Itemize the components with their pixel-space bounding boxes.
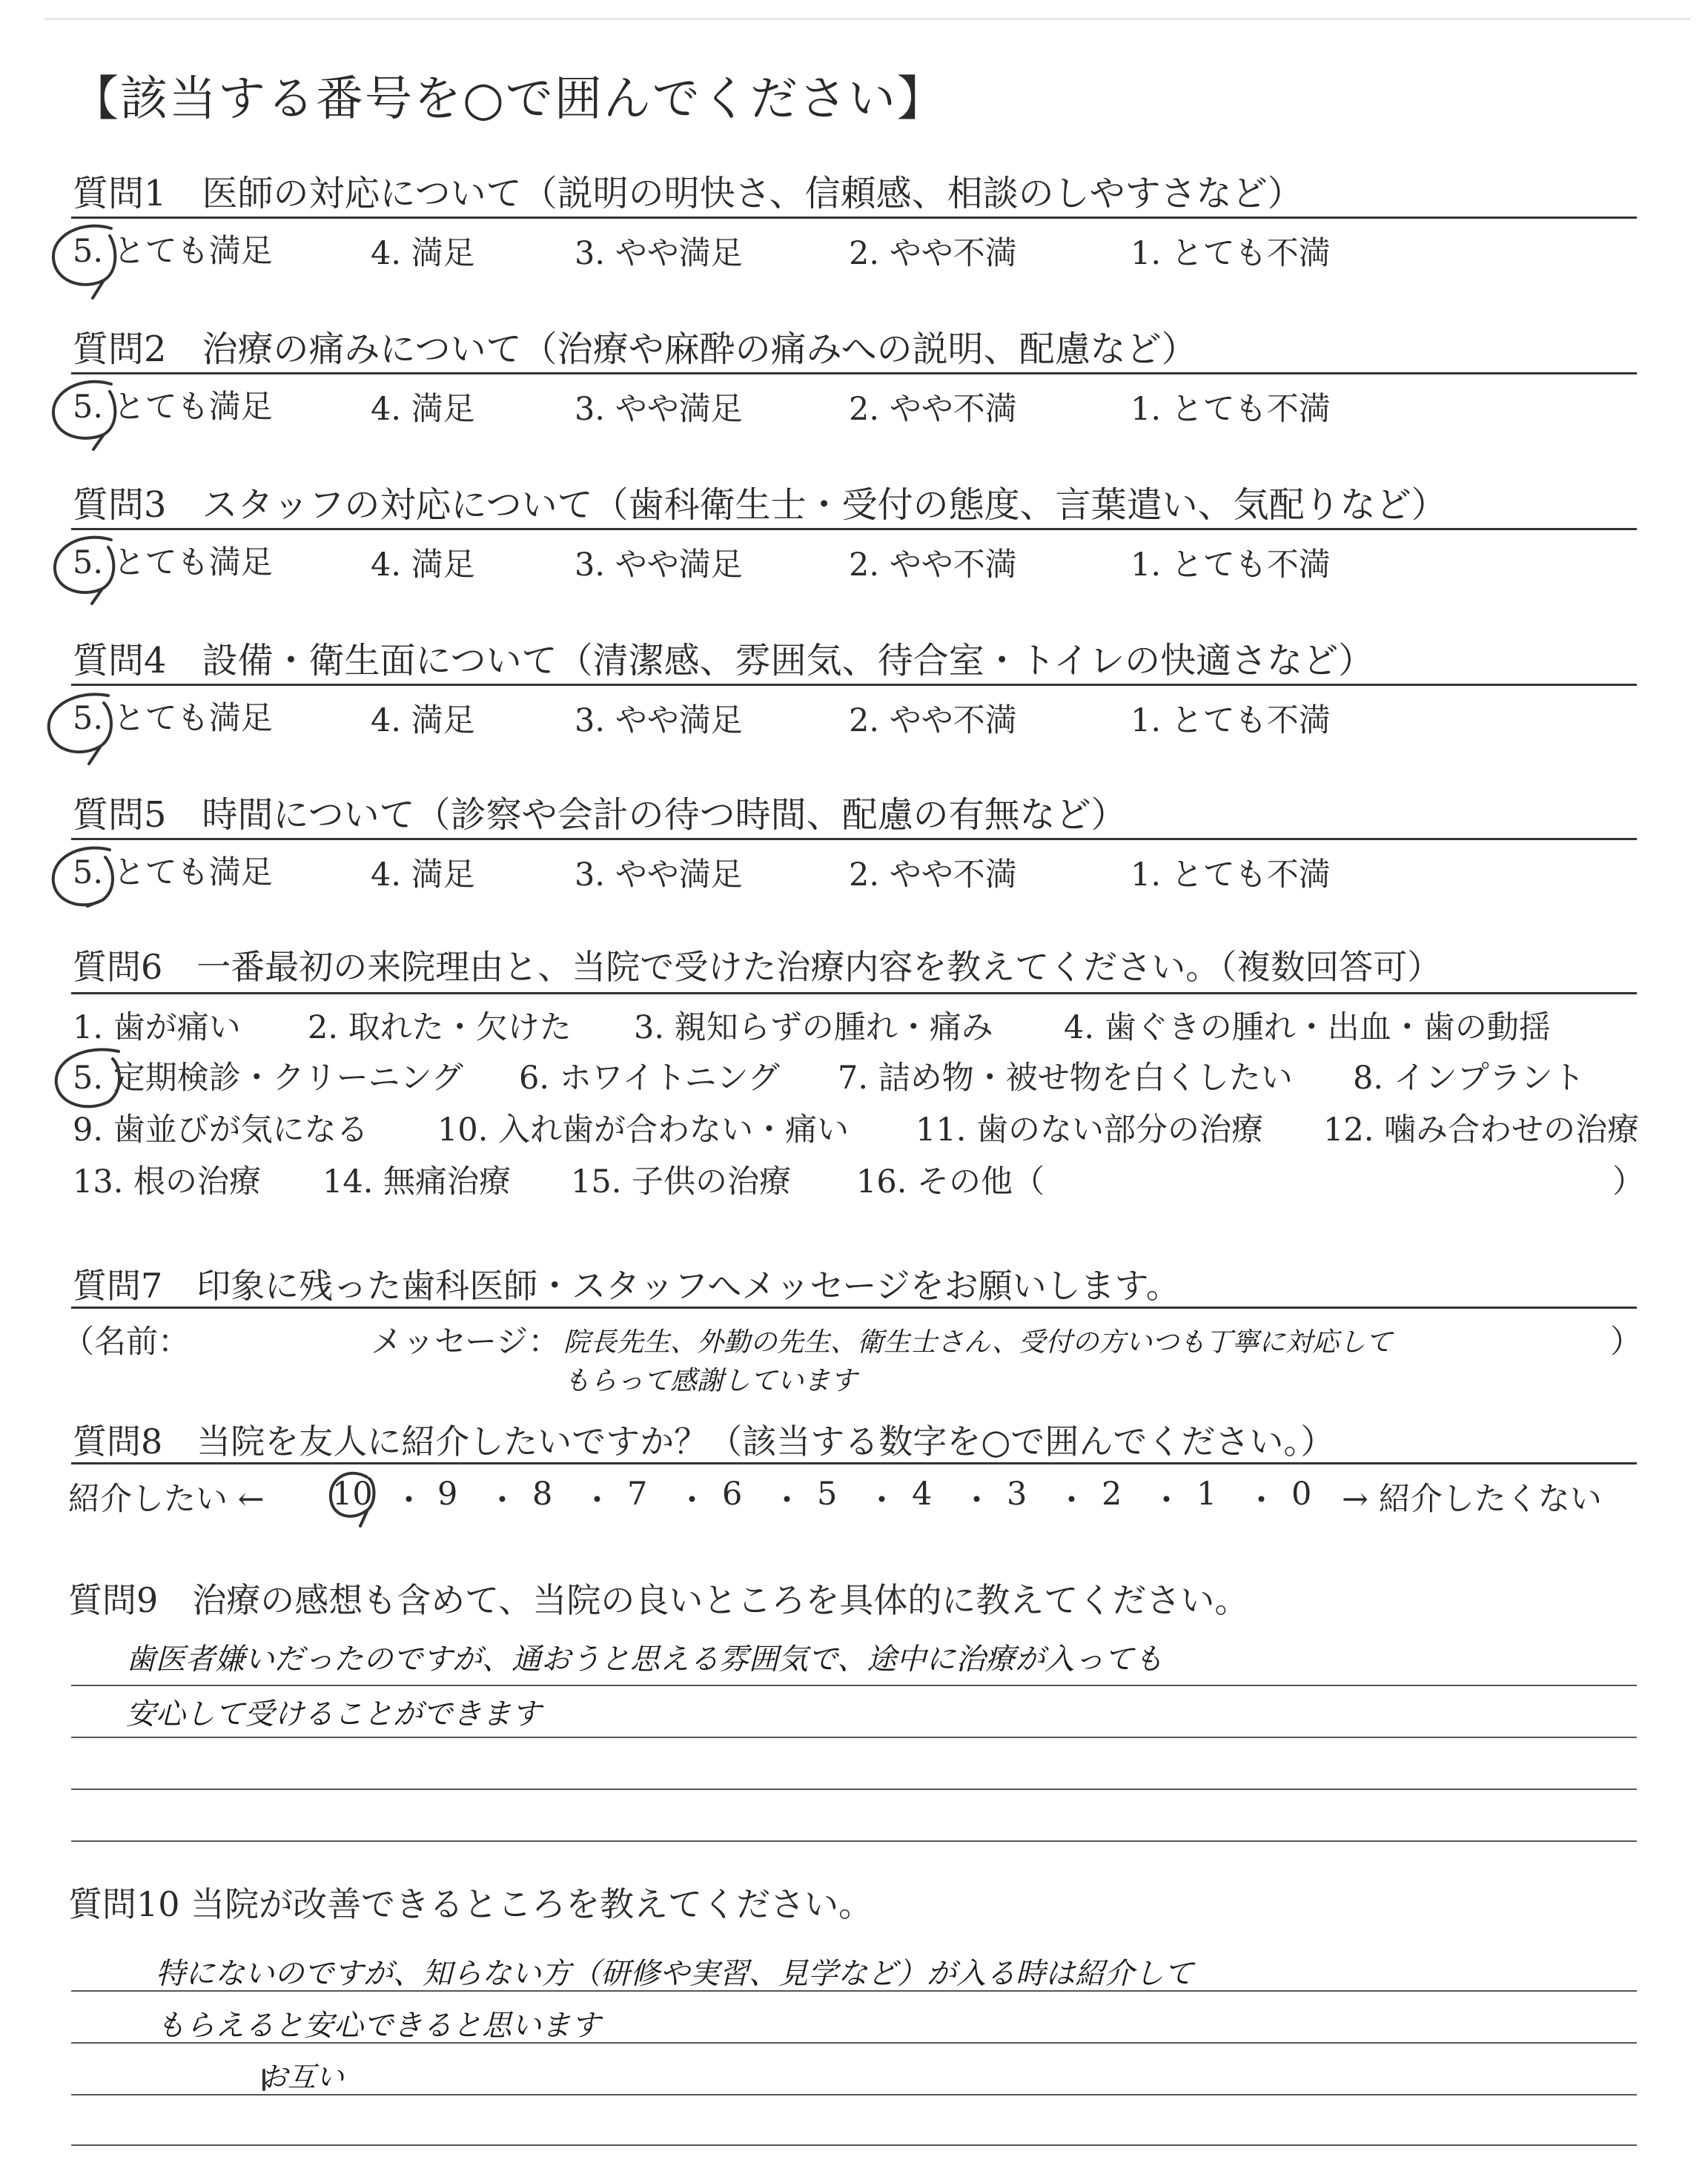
q8-scale-9[interactable]: 9 bbox=[437, 1476, 458, 1513]
question-2-title: 質問2 治療の痛みについて（治療や麻酔の痛みへの説明、配慮など） bbox=[73, 328, 1197, 370]
q8-scale-8[interactable]: 8 bbox=[532, 1476, 553, 1513]
question-10-title: 質問10 当院が改善できるところを教えてください。 bbox=[68, 1884, 873, 1924]
q8-left-label: 紹介したい ← bbox=[68, 1481, 265, 1518]
q6-option-7[interactable]: 7. 詰め物・被せ物を白くしたい bbox=[838, 1060, 1293, 1097]
question-1-title: 質問1 医師の対応について（説明の明快さ、信頼感、相談のしやすさなど） bbox=[73, 173, 1303, 214]
q6-option-6[interactable]: 6. ホワイトニング bbox=[519, 1060, 780, 1097]
q4-option-5[interactable]: 5. とても満足 bbox=[73, 700, 273, 737]
question-7-title: 質問7 印象に残った歯科医師・スタッフへメッセージをお願いします。 bbox=[73, 1266, 1180, 1306]
q8-scale-7[interactable]: 7 bbox=[627, 1476, 648, 1513]
q2-option-2[interactable]: 2. やや不満 bbox=[849, 391, 1017, 428]
q6-option-9[interactable]: 9. 歯並びが気になる bbox=[73, 1112, 368, 1149]
q8-dot: ・ bbox=[581, 1482, 613, 1519]
q1-option-5[interactable]: 5. とても満足 bbox=[73, 233, 273, 270]
q8-scale-0[interactable]: 0 bbox=[1291, 1476, 1312, 1513]
q8-scale-10[interactable]: 10 bbox=[332, 1476, 373, 1513]
top-divider bbox=[44, 18, 1690, 20]
question-8-rule bbox=[71, 1462, 1637, 1464]
q3-option-4[interactable]: 4. 満足 bbox=[371, 546, 475, 584]
q9-answer-line-1: 歯医者嫌いだったのですが、通おうと思える雰囲気で、途中に治療が入っても bbox=[126, 1642, 1164, 1677]
q7-close-paren: ） bbox=[1610, 1324, 1642, 1361]
q2-option-3[interactable]: 3. やや満足 bbox=[575, 391, 743, 428]
q7-name-label: （名前： bbox=[62, 1324, 190, 1361]
question-4-title: 質問4 設備・衛生面について（清潔感、雰囲気、待合室・トイレの快適さなど） bbox=[73, 640, 1374, 681]
q8-scale-2[interactable]: 2 bbox=[1102, 1476, 1122, 1513]
question-4-rule bbox=[71, 684, 1637, 686]
q5-option-2[interactable]: 2. やや不満 bbox=[849, 856, 1017, 894]
q6-option-14[interactable]: 14. 無痛治療 bbox=[322, 1163, 512, 1200]
q7-message-label: メッセージ： bbox=[371, 1324, 560, 1361]
q6-option-4[interactable]: 4. 歯ぐきの腫れ・出血・歯の動揺 bbox=[1064, 1009, 1551, 1046]
q6-option-16[interactable]: 16. その他（ bbox=[856, 1163, 1045, 1200]
q1-option-3[interactable]: 3. やや満足 bbox=[575, 235, 743, 272]
q8-scale-5[interactable]: 5 bbox=[817, 1476, 838, 1513]
q10-answer-line-3: お互い bbox=[259, 2061, 345, 2093]
q8-scale-1[interactable]: 1 bbox=[1196, 1476, 1217, 1513]
q1-option-2[interactable]: 2. やや不満 bbox=[849, 235, 1017, 272]
q10-writing-line bbox=[71, 2144, 1637, 2146]
q6-option-8[interactable]: 8. インプラント bbox=[1353, 1060, 1585, 1097]
q8-dot: ・ bbox=[1056, 1482, 1088, 1519]
q6-option-3[interactable]: 3. 親知らずの腫れ・痛み bbox=[634, 1009, 993, 1046]
q5-option-5[interactable]: 5. とても満足 bbox=[73, 854, 273, 891]
q4-option-4[interactable]: 4. 満足 bbox=[371, 702, 475, 739]
q9-answer-line-2: 安心して受けることができます bbox=[126, 1697, 541, 1731]
q4-option-2[interactable]: 2. やや不満 bbox=[849, 702, 1017, 739]
q6-option-1[interactable]: 1. 歯が痛い bbox=[73, 1009, 241, 1046]
q8-scale-3[interactable]: 3 bbox=[1007, 1476, 1027, 1513]
q7-message-line-1: 院長先生、外勤の先生、衛生士さん、受付の方いつも丁寧に対応して bbox=[563, 1327, 1393, 1358]
q8-scale-4[interactable]: 4 bbox=[912, 1476, 933, 1513]
q9-writing-line bbox=[71, 1737, 1637, 1738]
q8-dot: ・ bbox=[676, 1482, 708, 1519]
question-3-title: 質問3 スタッフの対応について（歯科衛生士・受付の態度、言葉遣い、気配りなど） bbox=[73, 484, 1447, 526]
question-7-rule bbox=[71, 1307, 1637, 1309]
q8-dot: ・ bbox=[486, 1482, 518, 1519]
q6-other-close-paren: ） bbox=[1612, 1163, 1644, 1200]
q8-dot: ・ bbox=[771, 1482, 803, 1519]
q8-scale-6[interactable]: 6 bbox=[722, 1476, 743, 1513]
question-5-rule bbox=[71, 838, 1637, 840]
q3-option-1[interactable]: 1. とても不満 bbox=[1131, 546, 1331, 584]
q9-writing-line bbox=[71, 1789, 1637, 1790]
q10-answer-line-2: もらえると安心できると思います bbox=[156, 2009, 600, 2043]
q6-option-13[interactable]: 13. 根の治療 bbox=[73, 1163, 262, 1200]
q8-dot: ・ bbox=[1245, 1482, 1277, 1519]
q5-option-4[interactable]: 4. 満足 bbox=[371, 856, 475, 894]
q5-option-1[interactable]: 1. とても不満 bbox=[1131, 856, 1331, 894]
q5-option-3[interactable]: 3. やや満足 bbox=[575, 856, 743, 894]
question-3-rule bbox=[71, 528, 1637, 530]
q4-option-1[interactable]: 1. とても不満 bbox=[1131, 702, 1331, 739]
question-2-rule bbox=[71, 372, 1637, 374]
question-8-title: 質問8 当院を友人に紹介したいですか？（該当する数字を○で囲んでください。） bbox=[73, 1421, 1335, 1462]
q2-option-4[interactable]: 4. 満足 bbox=[371, 391, 475, 428]
page-header: 【該当する番号を○で囲んでください】 bbox=[71, 72, 946, 127]
q8-dot: ・ bbox=[1151, 1482, 1182, 1519]
q6-option-12[interactable]: 12. 噛み合わせの治療 bbox=[1323, 1112, 1640, 1149]
q6-option-2[interactable]: 2. 取れた・欠けた bbox=[308, 1009, 572, 1046]
q8-dot: ・ bbox=[866, 1482, 898, 1519]
q8-dot: ・ bbox=[961, 1482, 993, 1519]
question-9-title: 質問9 治療の感想も含めて、当院の良いところを具体的に教えてください。 bbox=[68, 1580, 1249, 1620]
q1-option-1[interactable]: 1. とても不満 bbox=[1131, 235, 1331, 272]
q6-option-10[interactable]: 10. 入れ歯が合わない・痛い bbox=[437, 1112, 850, 1149]
q9-writing-line bbox=[71, 1685, 1637, 1686]
question-5-title: 質問5 時間について（診察や会計の待つ時間、配慮の有無など） bbox=[73, 794, 1127, 836]
q8-dot: ・ bbox=[393, 1482, 425, 1519]
q6-option-15[interactable]: 15. 子供の治療 bbox=[571, 1163, 792, 1200]
question-6-rule bbox=[71, 992, 1637, 994]
q3-option-5[interactable]: 5. とても満足 bbox=[73, 544, 273, 581]
q3-option-3[interactable]: 3. やや満足 bbox=[575, 546, 743, 584]
question-6-title: 質問6 一番最初の来院理由と、当院で受けた治療内容を教えてください。（複数回答可） bbox=[73, 947, 1442, 987]
q9-writing-line bbox=[71, 1840, 1637, 1842]
q8-right-label: → 紹介したくない bbox=[1342, 1481, 1602, 1518]
q7-message-line-2: もらって感謝しています bbox=[563, 1366, 858, 1396]
q6-option-5[interactable]: 5. 定期検診・クリーニング bbox=[73, 1060, 463, 1097]
q3-option-2[interactable]: 2. やや不満 bbox=[849, 546, 1017, 584]
q1-option-4[interactable]: 4. 満足 bbox=[371, 235, 475, 272]
q10-answer-line-1: 特にないのですが、知らない方（研修や実習、見学など）が入る時は紹介して bbox=[156, 1957, 1194, 1991]
question-1-rule bbox=[71, 217, 1637, 219]
q4-option-3[interactable]: 3. やや満足 bbox=[575, 702, 743, 739]
q2-option-5[interactable]: 5. とても満足 bbox=[73, 389, 273, 426]
q6-option-11[interactable]: 11. 歯のない部分の治療 bbox=[916, 1112, 1264, 1149]
q2-option-1[interactable]: 1. とても不満 bbox=[1131, 391, 1331, 428]
